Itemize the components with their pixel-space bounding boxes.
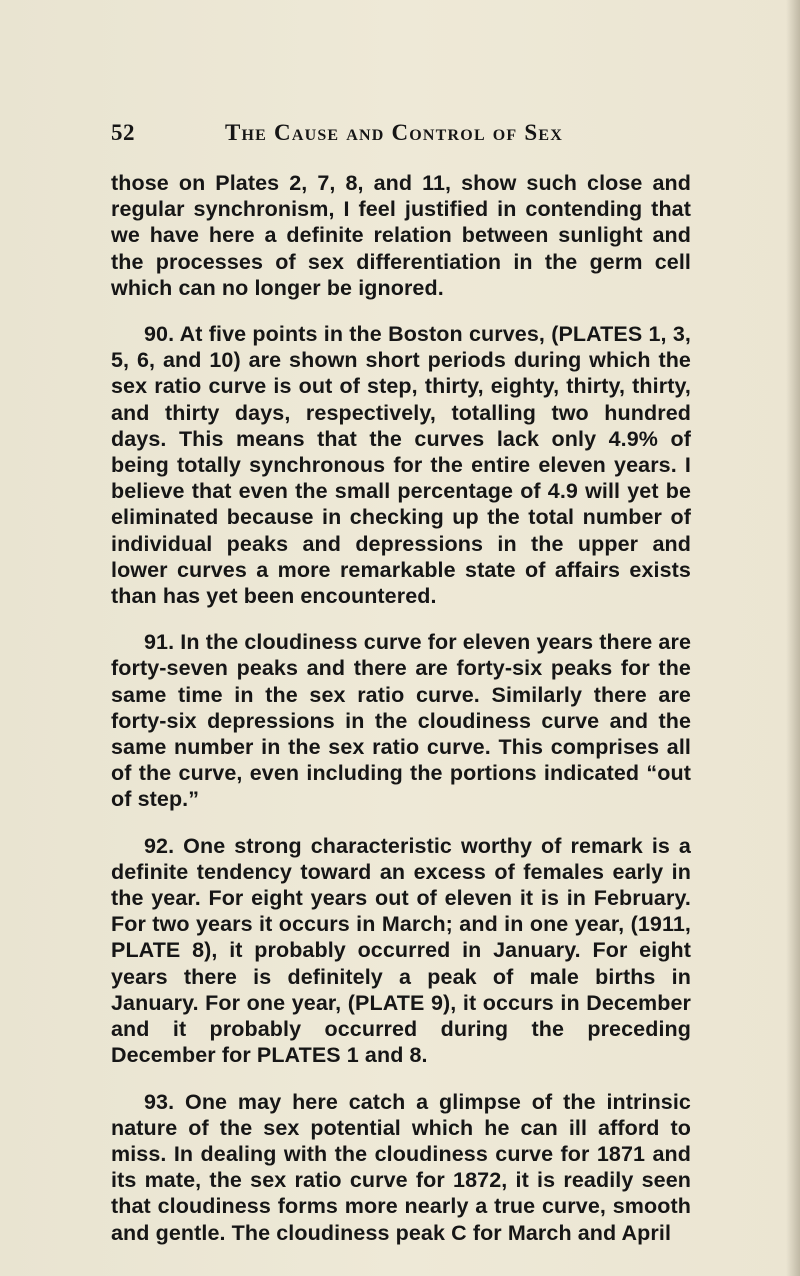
paragraph-93: 93. One may here catch a glimpse of the intrinsic nature of the sex potential which he can ill afford to miss. In dealing with the cloudiness curve for 1871 and its mate, the sex ratio curve for 1872, it is readily seen that cloudiness forms more nearly a true curve, smooth and gentle. The cloudiness peak C for March and April	[111, 1089, 691, 1245]
paragraph-91: 91. In the cloudiness curve for eleven years there are forty-seven peaks and there are forty-six peaks for the same time in the sex ratio curve. Similarly there are forty-six depressions in the cloudiness curve and the same number in the sex ratio curve. This comprises all of the curve, even including the portions indicated “out of step.”	[111, 630, 691, 812]
running-title: The Cause and Control of Sex	[225, 120, 563, 145]
paragraph-92: 92. One strong characteristic worthy of remark is a definite tendency toward an excess of females early in the year. For eight years out of eleven it is in February. For two years it occurs in March; and in one year, (1911, PLATE 8), it probably occurred in January. For eight years there is definitely a peak of male births in January. For one year, (PLATE 9), it occurs in December and it probably occurred during the preceding December for PLATES 1 and 8.	[111, 833, 691, 1068]
body-text	[111, 170, 691, 1246]
page-number: 52	[111, 120, 135, 145]
page-edge-shadow	[786, 0, 800, 1276]
page-header	[111, 120, 711, 150]
paragraph-continuation: those on Plates 2, 7, 8, and 11, show such close and regular synchronism, I feel justified in contending that we have here a definite relation between sunlight and the processes of sex differentiation in the germ cell which can no longer be ignored.	[111, 171, 691, 300]
paragraph-90: 90. At five points in the Boston curves, (PLATES 1, 3, 5, 6, and 10) are shown short periods during which the sex ratio curve is out of step, thirty, eighty, thirty, thirty, and thirty days, respectively, totalling two hundred days. This means that the curves lack only 4.9% of being totally synchronous for the entire eleven years. I believe that even the small percentage of 4.9 will yet be eliminated because in checking up the total number of individual peaks and depressions in the upper and lower curves a more remarkable state of affairs exists than has yet been encountered.	[111, 322, 691, 609]
